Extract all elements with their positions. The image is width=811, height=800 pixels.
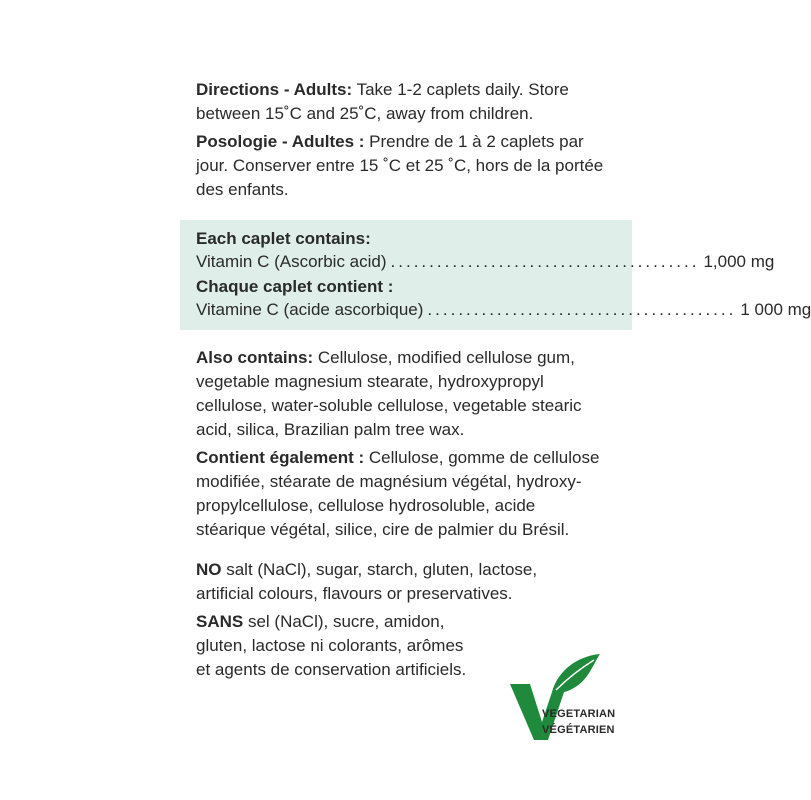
directions-en-heading: Directions - Adults: xyxy=(196,80,353,99)
contents-en-heading: Each caplet contains: xyxy=(196,229,371,248)
also-contains-fr: Contient également : Cellulose, gomme de cellulose modifiée, stéarate de magnésium végétal, hydroxy- propylcellulose, cellulose hydrosoluble, acide stéarique végétal, silice, cire de palmier du Brésil. xyxy=(196,448,600,539)
ingredients-panel xyxy=(180,220,811,330)
free-of-fr: SANS sel (NaCl), sucre, amidon, gluten, lactose ni colorants, arômes et agents de conservation artificiels. xyxy=(196,612,467,679)
ingredient-row-en: Vitamin C (Ascorbic acid) ........................................ 1,000 mg xyxy=(196,252,775,271)
directions-fr-heading: Posologie - Adultes : xyxy=(196,132,365,151)
free-of-en: NO salt (NaCl), sugar, starch, gluten, lactose, artificial colours, flavours or preservatives. xyxy=(196,560,538,603)
also-contains-en: Also contains: Cellulose, modified cellulose gum, vegetable magnesium stearate, hydroxypropyl cellulose, water-soluble cellulose, vegetable stearic acid, silica, Brazilian palm tree wax. xyxy=(196,348,582,439)
vegetarian-badge xyxy=(508,652,628,752)
directions-fr: Posologie - Adultes : Prendre de 1 à 2 caplets par jour. Conserver entre 15 ˚C et 25 ˚C, hors de la portée des enfants. xyxy=(196,132,604,199)
vegetarian-label: VEGETARIAN VÉGÉTARIEN xyxy=(542,708,616,736)
ingredient-row-fr: Vitamine C (acide ascorbique) ........................................ 1 000 mg xyxy=(196,300,811,319)
directions-en: Directions - Adults: Take 1-2 caplets daily. Store between 15˚C and 25˚C, away from children. xyxy=(196,80,569,123)
product-label xyxy=(196,78,811,682)
contents-fr-heading: Chaque caplet contient : xyxy=(196,277,394,296)
